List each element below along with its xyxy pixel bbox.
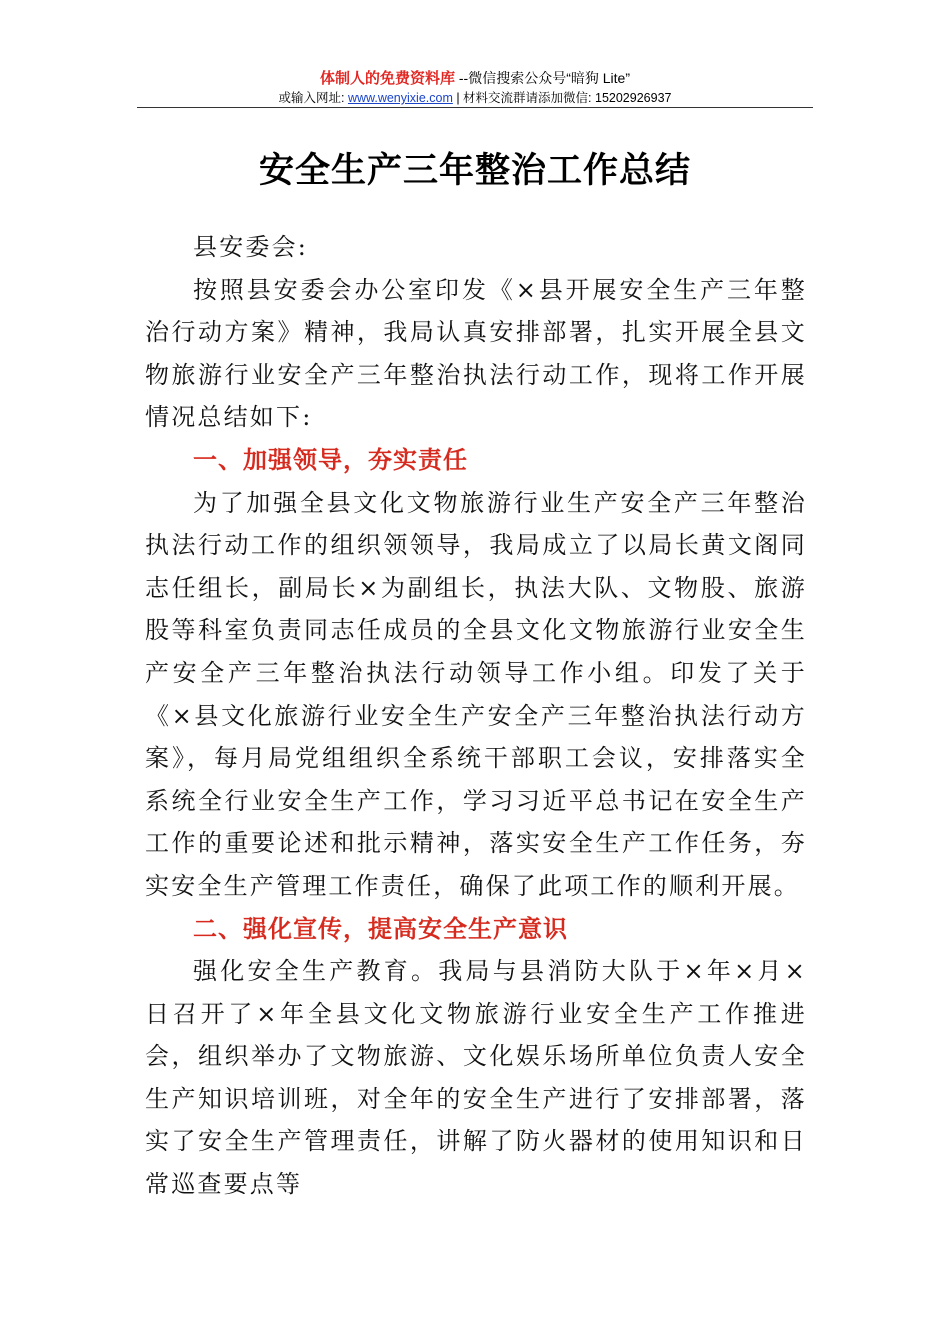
section-heading-1: 一、加强领导，夯实责任 (193, 445, 468, 474)
page-header (137, 68, 813, 107)
header-divider (137, 107, 813, 108)
header-tagline: --微信搜索公众号“暗狗 Lite” (455, 70, 630, 86)
salutation: 县安委会: (193, 233, 309, 261)
header-brand: 体制人的免费资料库 (319, 70, 455, 87)
document-title: 安全生产三年整治工作总结 (258, 150, 691, 191)
header-url-link[interactable]: www.wenyixie.com (347, 91, 453, 105)
header-url-prefix: 或输入网址: (278, 91, 348, 105)
section-heading-2: 二、强化宣传，提高安全生产意识 (193, 914, 568, 943)
intro-paragraph: 按照县安委会办公室印发《×县开展安全生产三年整治行动方案》精神，我局认真安排部署，扎实开展全县文物旅游行业安全产三年整治执法行动工作，现将工作开展情况总结如下: (145, 275, 807, 432)
header-line-1 (137, 68, 813, 89)
header-line-2 (137, 89, 813, 107)
header-contact: | 材料交流群请添加微信: 15202926937 (452, 91, 672, 105)
section-paragraph-2: 强化安全生产教育。我局与县消防大队于×年×月×日召开了×年全县文化文物旅游行业安全生产工作推进会，组织举办了文物旅游、文化娱乐场所单位负责人安全生产知识培训班，对全年的安全生产进行了安排部署，落实了安全生产管理责任，讲解了防火器材的使用知识和日常巡查要点等 (145, 957, 807, 1199)
document-body (145, 226, 807, 1206)
section-paragraph-1: 为了加强全县文化文物旅游行业生产安全产三年整治执法行动工作的组织领领导，我局成立了以局长黄文阁同志任组长，副局长×为副组长，执法大队、文物股、旅游股等科室负责同志任成员的全县文化文物旅游行业安全生产安全产三年整治执法行动领导工作小组。印发了关于《×县文化旅游行业安全生产安全产三年整治执法行动方案》，每月局党组组织全系统干部职工会议，安排落实全系统全行业安全生产工作，学习习近平总书记在安全生产工作的重要论述和批示精神，落实安全生产工作任务，夯实安全生产管理工作责任，确保了此项工作的顺利开展。 (145, 488, 807, 900)
